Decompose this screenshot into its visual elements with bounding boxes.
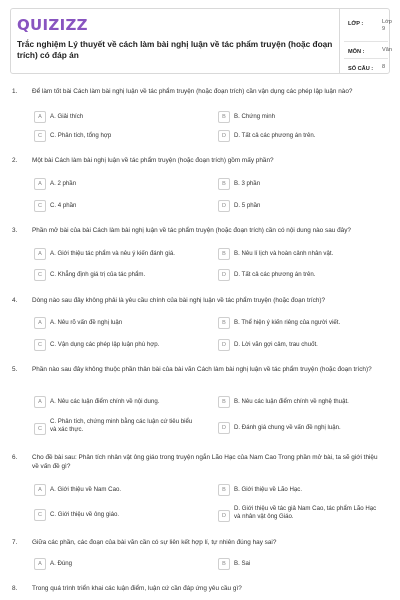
option-letter-badge: B xyxy=(218,558,230,570)
option-letter-badge: C xyxy=(34,200,46,212)
option-text: A. Giới thiệu tác phẩm và nêu ý kiến đánh giá. xyxy=(50,250,175,257)
subject-value: Văn xyxy=(382,47,392,53)
count-value: 8 xyxy=(382,64,386,70)
option-text: D. Đánh giá chung về vấn đề nghị luận. xyxy=(234,424,341,431)
option-text: A. Giới thiệu về Nam Cao. xyxy=(50,486,122,493)
option-letter-badge: A xyxy=(34,558,46,570)
option-letter-badge: B xyxy=(218,317,230,329)
option-text: D. Tất cả các phương án trên. xyxy=(234,271,316,278)
question-number: 2. xyxy=(12,157,18,164)
option-letter-badge: D xyxy=(218,200,230,212)
option-text: A. Nêu các luận điểm chính về nội dung. xyxy=(50,398,160,405)
option-text: D. Lời văn gợi cảm, trau chuốt. xyxy=(234,341,318,348)
question-text: Cho đề bài sau: Phân tích nhân vật ông giáo trong truyện ngắn Lão Hạc của Nam Cao Trong phần mở bài, ta sẽ giới thiệu về vấn đề gì? xyxy=(32,454,378,470)
question-number: 7. xyxy=(12,539,18,546)
question-text: Một bài Cách làm bài nghị luận về tác phẩm truyện (hoặc đoạn trích) gồm mấy phần? xyxy=(32,157,274,164)
option-text: A. Giải thích xyxy=(50,113,84,120)
option-text: C. 4 phần xyxy=(50,202,77,209)
option-letter-badge: A xyxy=(34,484,46,496)
option-text: B. Chứng minh xyxy=(234,113,275,120)
option-letter-badge: C xyxy=(34,423,46,435)
option-letter-badge: C xyxy=(34,269,46,281)
count-label: SỐ CÂU : xyxy=(348,66,374,72)
option-letter-badge: A xyxy=(34,317,46,329)
option-text: A. Nêu rõ vấn đề nghị luận xyxy=(50,319,123,326)
option-letter-badge: B xyxy=(218,111,230,123)
option-text: B. Nêu các luận điểm chính về nghệ thuật. xyxy=(234,398,349,405)
option-text: C. Vận dụng các phép lập luận phù hợp. xyxy=(50,341,160,348)
question-number: 3. xyxy=(12,227,18,234)
option-letter-badge: A xyxy=(34,178,46,190)
option-text: D. Giới thiệu về tác giả Nam Cao, tác phẩm Lão Hạc và nhân vật ông Giáo. xyxy=(234,505,377,521)
question-text: Trong quá trình triển khai các luận điểm, luận cứ cần đáp ứng yêu cầu gì? xyxy=(32,585,242,592)
question-text: Phần mở bài của bài Cách làm bài nghị luận về tác phẩm truyện (hoặc đoạn trích) cần có nội dung nào sau đây? xyxy=(32,227,351,234)
option-text: D. Tất cả các phương án trên. xyxy=(234,132,316,139)
question-text: Dòng nào sau đây không phải là yêu cầu chính của bài nghị luận về tác phẩm truyện (hoặc đoạn trích)? xyxy=(32,297,326,304)
question-number: 4. xyxy=(12,297,18,304)
question-number: 5. xyxy=(12,366,18,373)
option-text: B. Nêu lí lịch và hoàn cảnh nhân vật. xyxy=(234,250,334,257)
option-letter-badge: C xyxy=(34,130,46,142)
option-letter-badge: D xyxy=(218,422,230,434)
option-letter-badge: B xyxy=(218,484,230,496)
question-text: Để làm tốt bài Cách làm bài nghị luận về tác phẩm truyện (hoặc đoạn trích) cần vận dụng các phép lập luận nào? xyxy=(32,88,353,95)
grade-label: LỚP : xyxy=(348,21,364,27)
option-text: A. 2 phần xyxy=(50,180,77,187)
question-text: Giữa các phần, các đoạn của bài văn cần có sự liên kết hợp lí, tự nhiên đúng hay sai? xyxy=(32,539,277,546)
option-text: C. Giới thiệu về ông giáo. xyxy=(50,511,120,518)
option-letter-badge: D xyxy=(218,130,230,142)
option-text: B. Thể hiện ý kiến riêng của người viết. xyxy=(234,319,341,326)
option-text: B. 3 phần xyxy=(234,180,261,187)
question-text: Phần nào sau đây không thuộc phần thân bài của bài văn Cách làm bài nghị luận về tác phẩm truyện (hoặc đoạn trích)? xyxy=(32,366,372,373)
grade-row xyxy=(340,15,391,33)
option-letter-badge: A xyxy=(34,248,46,260)
question-number: 8. xyxy=(12,585,18,592)
option-text: A. Đúng xyxy=(50,560,73,567)
meta-divider xyxy=(344,58,388,59)
option-letter-badge: C xyxy=(34,339,46,351)
option-text: C. Khẳng định giá trị của tác phẩm. xyxy=(50,271,146,278)
option-text: B. Sai xyxy=(234,560,251,567)
quizizz-logo: QUIZIZZ xyxy=(17,16,88,34)
subject-label: MÔN : xyxy=(348,49,365,55)
question-number: 1. xyxy=(12,88,18,95)
question-number: 6. xyxy=(12,454,18,461)
option-text: C. Phân tích, chứng minh bằng các luận cứ tiêu biểu và xác thực. xyxy=(50,418,193,434)
option-letter-badge: D xyxy=(218,339,230,351)
option-letter-badge: D xyxy=(218,269,230,281)
meta-divider xyxy=(344,41,388,42)
grade-value: Lớp 9 xyxy=(382,19,392,32)
option-letter-badge: B xyxy=(218,396,230,408)
option-letter-badge: A xyxy=(34,111,46,123)
option-letter-badge: B xyxy=(218,248,230,260)
worksheet-header xyxy=(10,8,390,74)
option-text: B. Giới thiệu về Lão Hạc. xyxy=(234,486,303,493)
option-letter-badge: B xyxy=(218,178,230,190)
option-letter-badge: A xyxy=(34,396,46,408)
worksheet-title: Trắc nghiệm Lý thuyết về cách làm bài nghị luận về tác phẩm truyện (hoặc đoạn trích) có đáp án xyxy=(17,39,333,60)
option-letter-badge: D xyxy=(218,510,230,522)
worksheet-meta xyxy=(339,9,390,73)
count-row xyxy=(340,60,391,78)
option-text: D. 5 phần xyxy=(234,202,261,209)
option-text: C. Phân tích, tổng hợp xyxy=(50,132,112,139)
option-letter-badge: C xyxy=(34,509,46,521)
